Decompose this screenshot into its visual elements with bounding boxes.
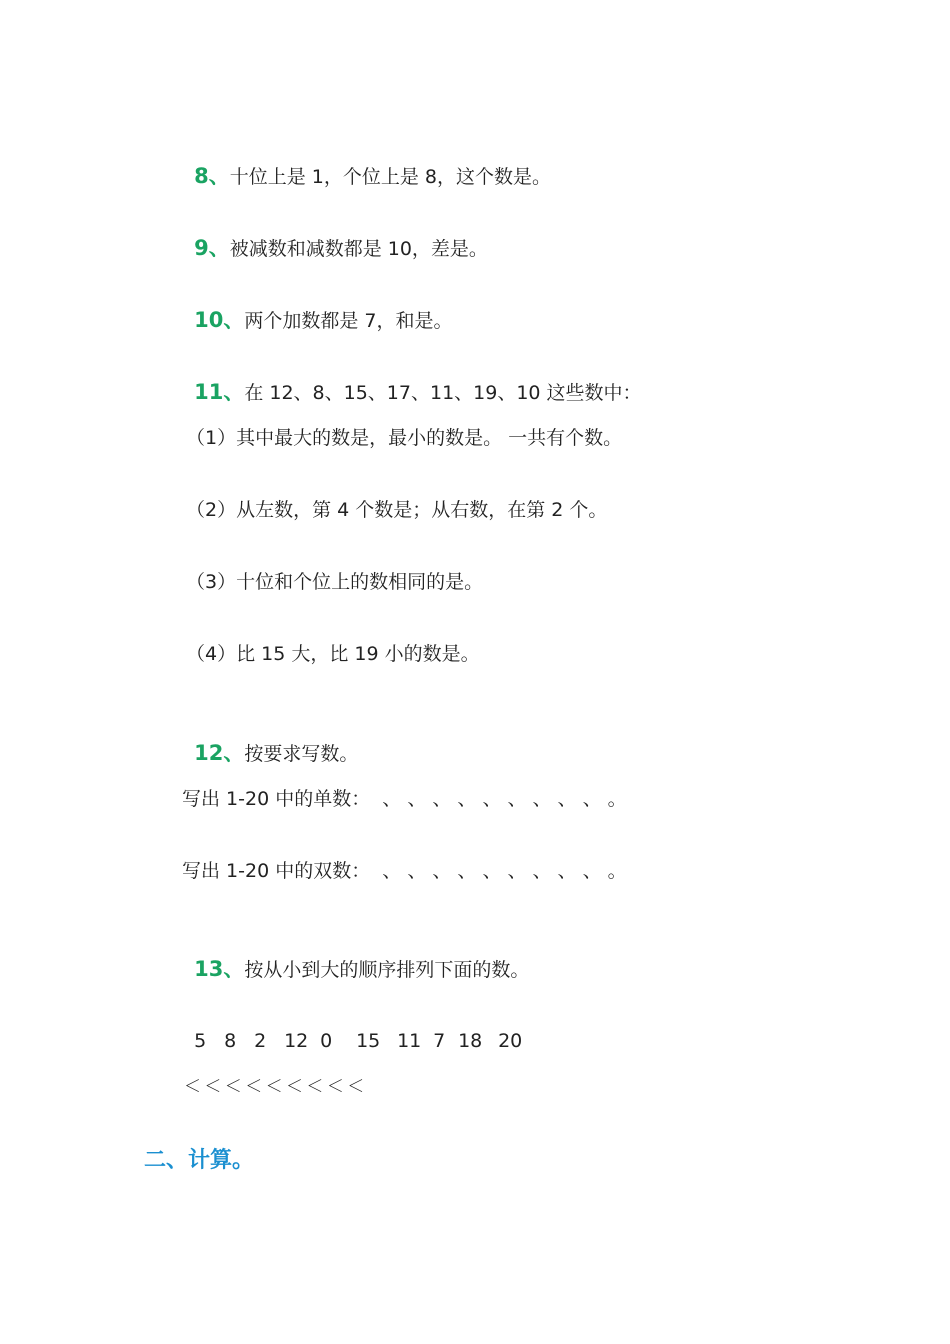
question-text: 按从小到大的顺序排列下面的数。 (244, 959, 530, 981)
question-separator: 、 (223, 308, 245, 332)
q13-number: 12 (284, 1030, 309, 1052)
question-number: 11 (194, 380, 224, 404)
question-text: 被减数和减数都是 10，差是。 (229, 238, 488, 260)
q13-number: 5 (194, 1030, 207, 1052)
question-11 (182, 353, 642, 406)
question-number: 13 (194, 957, 224, 981)
q13-number: 18 (458, 1030, 483, 1052)
q13-number: 2 (254, 1030, 267, 1052)
question-10 (182, 281, 452, 334)
question-separator: 、 (208, 236, 230, 260)
q13-answer-line: ＜ ＜ ＜ ＜ ＜ ＜ ＜ ＜ ＜ (184, 1077, 364, 1097)
question-text: 两个加数都是 7，和是。 (244, 310, 453, 332)
q13-number: 0 (320, 1030, 333, 1052)
q13-number: 15 (356, 1030, 381, 1052)
question-8 (182, 137, 551, 190)
q12-even-numbers-line: 写出 1-20 中的双数： 、 、 、 、 、 、 、 、 、 。 (182, 860, 627, 882)
question-number: 10 (194, 308, 224, 332)
q12-odd-numbers-line: 写出 1-20 中的单数： 、 、 、 、 、 、 、 、 、 。 (182, 788, 627, 810)
question-9 (182, 209, 488, 262)
question-number: 12 (194, 741, 224, 765)
question-separator: 、 (208, 164, 230, 188)
question-13 (182, 930, 529, 983)
question-separator: 、 (223, 741, 245, 765)
question-12 (182, 714, 358, 767)
question-text: 十位上是 1，个位上是 8，这个数是。 (229, 166, 551, 188)
q13-number: 7 (433, 1030, 446, 1052)
question-text: 按要求写数。 (244, 743, 359, 765)
q13-number: 8 (224, 1030, 237, 1052)
question-number: 9 (194, 236, 209, 260)
section-title-calculation: 二、计算。 (144, 1148, 255, 1173)
q13-number: 11 (397, 1030, 422, 1052)
q13-number-list (182, 1002, 522, 1054)
question-number: 8 (194, 164, 209, 188)
q11-part-1: （1）其中最大的数是，最小的数是。 一共有个数。 (186, 427, 623, 449)
q11-part-3: （3）十位和个位上的数相同的是。 (186, 571, 484, 593)
question-separator: 、 (223, 957, 245, 981)
question-text: 在 12、8、15、17、11、19、10 这些数中： (244, 382, 642, 404)
question-separator: 、 (223, 380, 245, 404)
q11-part-4: （4）比 15 大，比 19 小的数是。 (186, 643, 480, 665)
q13-number: 20 (498, 1030, 523, 1052)
q11-part-2: （2）从左数，第 4 个数是；从右数，在第 2 个。 (186, 499, 608, 521)
